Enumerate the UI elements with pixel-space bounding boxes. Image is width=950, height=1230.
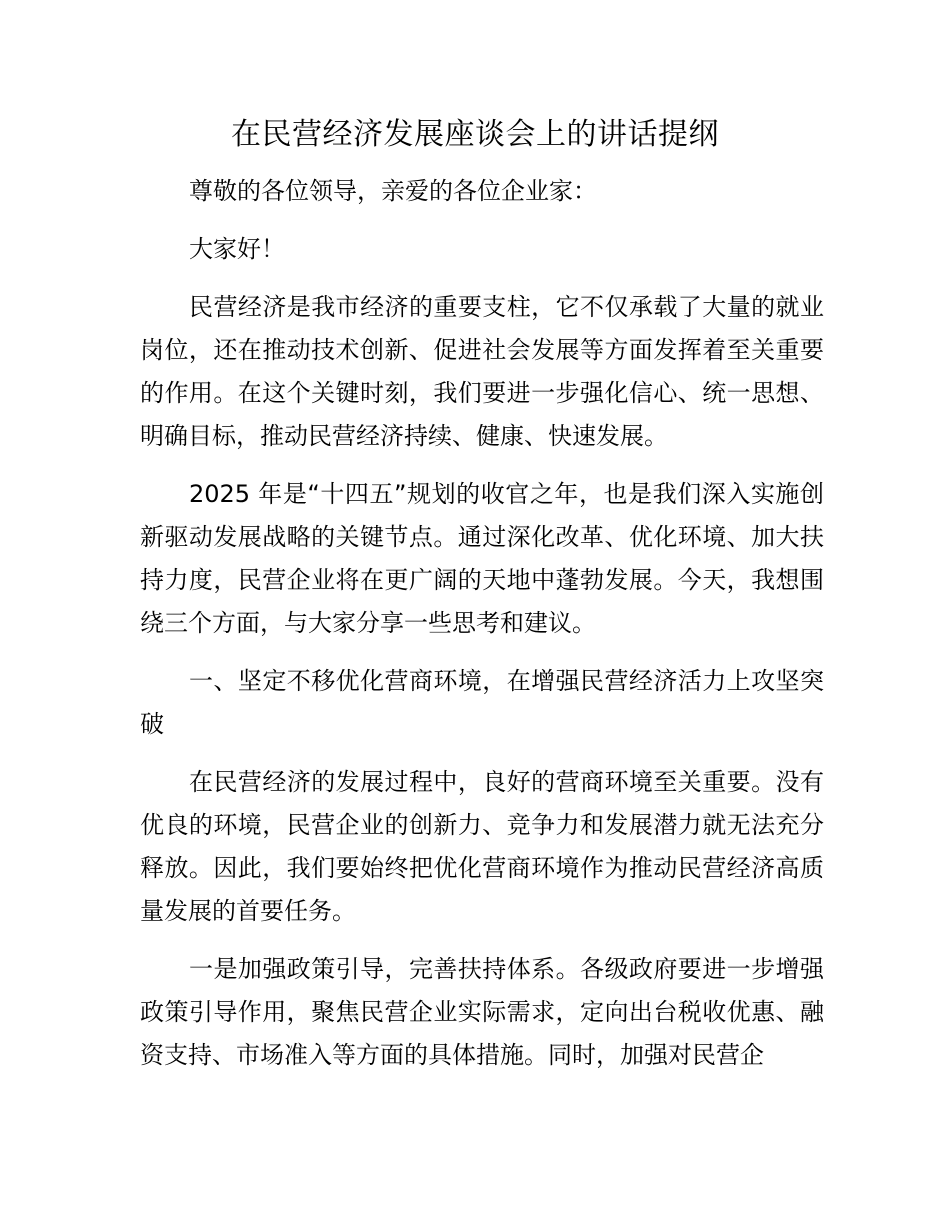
body-paragraph: 2025 年是“十四五”规划的收官之年，也是我们深入实施创新驱动发展战略的关键节点。通过深化改革、优化环境、加大扶持力度，民营企业将在更广阔的天地中蓬勃发展。今天，我想围绕三个方面，与大家分享一些思考和建议。 (140, 480, 824, 637)
body-paragraph: 在民营经济的发展过程中，良好的营商环境至关重要。没有优良的环境，民营企业的创新力、竞争力和发展潜力就无法充分释放。因此，我们要始终把优化营商环境作为推动民营经济高质量发展的首要任务。 (140, 768, 824, 925)
body-paragraph: 一是加强政策引导，完善扶持体系。各级政府要进一步增强政策引导作用，聚焦民营企业实际需求，定向出台税收优惠、融资支持、市场准入等方面的具体措施。同时，加强对民营企 (140, 955, 824, 1069)
document-title: 在民营经济发展座谈会上的讲话提纲 (231, 117, 719, 152)
body-paragraph: 民营经济是我市经济的重要支柱，它不仅承载了大量的就业岗位，还在推动技术创新、促进社会发展等方面发挥着至关重要的作用。在这个关键时刻，我们要进一步强化信心、统一思想、明确目标，推动民营经济持续、健康、快速发展。 (140, 293, 824, 450)
greeting-paragraph: 大家好！ (189, 235, 285, 263)
salutation-paragraph: 尊敬的各位领导，亲爱的各位企业家： (189, 177, 597, 205)
document-body (140, 170, 824, 1092)
section-heading: 一、坚定不移优化营商环境，在增强民营经济活力上攻坚突破 (140, 667, 824, 738)
